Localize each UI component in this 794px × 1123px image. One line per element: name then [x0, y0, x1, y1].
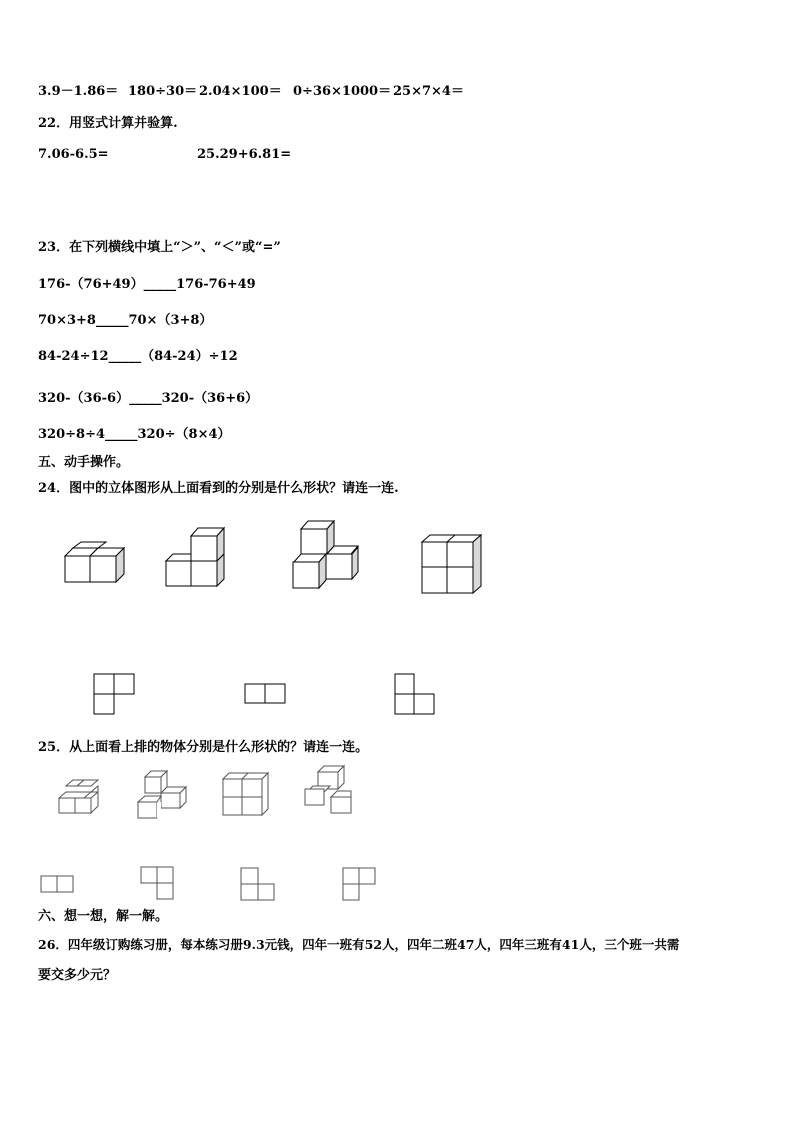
- q23-title: 23．在下列横线中填上“＞”、“＜”或“=”: [38, 240, 281, 255]
- calc-4: 0÷36×1000＝: [293, 84, 392, 99]
- q25-view-4: [343, 868, 375, 900]
- compare-blank[interactable]: _____: [129, 391, 162, 406]
- section-6-heading: 六、想一想，解一解。: [38, 909, 169, 924]
- q25-solid-2: [138, 771, 186, 818]
- q24-solid-2: [166, 528, 224, 586]
- q24-solid-4: [422, 535, 481, 593]
- compare-right: 70×（3+8）: [128, 313, 213, 328]
- q22-item-1: 7.06-6.5=: [38, 147, 109, 162]
- q25-view-1: [41, 876, 73, 892]
- calc-3: 2.04×100＝: [199, 84, 282, 99]
- compare-blank[interactable]: _____: [95, 313, 129, 328]
- q25-view-3: [241, 868, 274, 900]
- section-5-heading: 五、动手操作。: [38, 455, 130, 470]
- compare-left: 320-（36-6）: [38, 391, 130, 406]
- compare-left: 84-24÷12: [38, 349, 109, 364]
- compare-blank[interactable]: _____: [105, 427, 138, 442]
- q24-view-3: [395, 674, 434, 714]
- compare-right: （84-24）÷12: [141, 349, 238, 364]
- q22-item-2: 25.29+6.81=: [197, 147, 292, 162]
- q24-view-1: [94, 674, 134, 714]
- q25-solid-1: [59, 780, 98, 813]
- q25-solid-4: [305, 766, 351, 813]
- q26-line-1: 26．四年级订购练习册，每本练习册9.3元钱，四年一班有52人，四年二班47人，四年三班有41人，三个班一共需: [38, 937, 680, 952]
- compare-right: 320÷（8×4）: [137, 427, 231, 442]
- q25-view-2: [141, 867, 173, 899]
- calc-2: 180÷30＝: [128, 84, 198, 99]
- q22-title: 22．用竖式计算并验算.: [38, 116, 178, 131]
- q24-title: 24．图中的立体图形从上面看到的分别是什么形状？请连一连.: [38, 481, 399, 496]
- q24-solid-1: [65, 542, 124, 582]
- compare-left: 176-（76+49）: [38, 277, 144, 292]
- q24-view-2: [245, 684, 285, 703]
- compare-left: 70×3+8: [38, 313, 96, 328]
- q25-solid-3: [223, 773, 268, 815]
- compare-blank[interactable]: _____: [143, 277, 177, 292]
- q25-title: 25．从上面看上排的物体分别是什么形状的？请连一连。: [38, 740, 369, 755]
- compare-blank[interactable]: _____: [108, 349, 142, 364]
- calc-1: 3.9－1.86＝: [38, 84, 119, 99]
- q26-line-2: 要交多少元？: [38, 968, 117, 983]
- compare-right: 320-（36+6）: [161, 391, 259, 406]
- compare-right: 176-76+49: [176, 277, 256, 292]
- compare-left: 320÷8÷4: [38, 427, 106, 442]
- q24-solid-3: [293, 521, 358, 588]
- calc-5: 25×7×4＝: [393, 84, 464, 99]
